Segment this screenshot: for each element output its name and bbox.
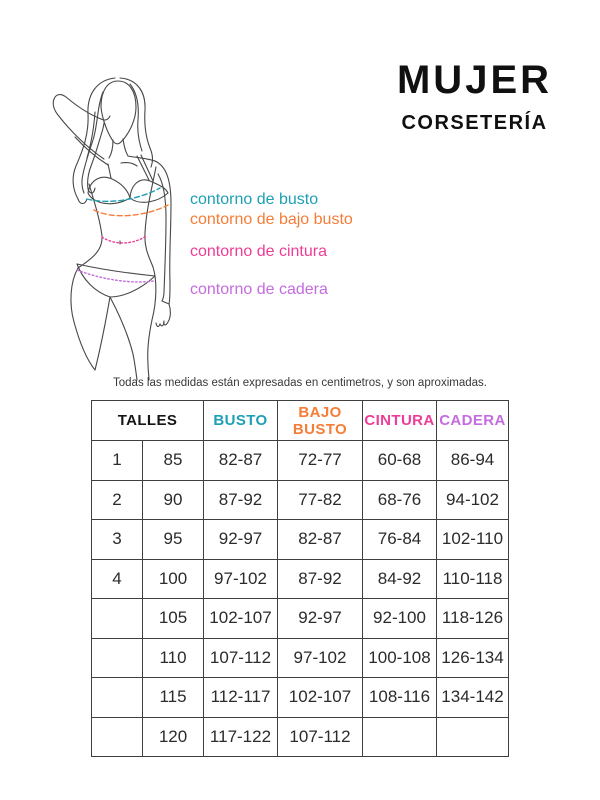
cell-cintura: 108-116 [363,678,437,718]
column-header-busto: BUSTO [204,401,278,441]
page-title: MUJER [396,58,553,102]
table-row [92,638,509,678]
cell-medida: 120 [143,717,204,757]
cell-talle: 3 [92,520,143,560]
cell-bajo-busto: 102-107 [278,678,363,718]
cell-cadera: 110-118 [437,559,509,599]
column-header-cintura: CINTURA [363,401,437,441]
cell-talle [92,638,143,678]
label-contorno-busto: contorno de busto [190,191,319,208]
underbust-measure-line [94,205,168,216]
cell-busto: 112-117 [204,678,278,718]
cell-cintura: 100-108 [363,638,437,678]
cell-talle: 4 [92,559,143,599]
cell-cintura: 60-68 [363,441,437,481]
cell-talle [92,717,143,757]
legs [71,267,156,380]
cell-bajo-busto: 82-87 [278,520,363,560]
cell-medida: 110 [143,638,204,678]
cell-busto: 82-87 [204,441,278,481]
cell-cadera: 94-102 [437,480,509,520]
table-row [92,717,509,757]
table-row [92,559,509,599]
header-row [92,401,509,441]
cell-talle: 1 [92,441,143,481]
cell-cintura: 84-92 [363,559,437,599]
cell-busto: 102-107 [204,599,278,639]
table-row [92,678,509,718]
table-row [92,520,509,560]
waist-measure-line [102,236,146,243]
cell-medida: 85 [143,441,204,481]
cell-bajo-busto: 97-102 [278,638,363,678]
cell-cadera: 86-94 [437,441,509,481]
column-header-talles: TALLES [92,401,204,441]
cell-bajo-busto: 107-112 [278,717,363,757]
face [101,81,136,144]
cell-talle [92,678,143,718]
cell-busto: 87-92 [204,480,278,520]
cell-cintura: 68-76 [363,480,437,520]
hanging-arm [156,162,171,327]
column-header-bajo-busto: BAJO BUSTO [278,401,363,441]
cell-bajo-busto: 87-92 [278,559,363,599]
line-art [53,78,171,380]
hip-measure-line [77,270,154,282]
label-contorno-cadera: contorno de cadera [190,281,328,298]
cell-medida: 115 [143,678,204,718]
cell-cadera: 134-142 [437,678,509,718]
size-table-header [92,401,509,441]
cell-busto: 117-122 [204,717,278,757]
cell-cintura [363,717,437,757]
cell-cintura: 92-100 [363,599,437,639]
title-block [372,60,577,133]
page-subtitle: CORSETERÍA [401,112,548,134]
table-row [92,599,509,639]
column-header-cadera: CADERA [437,401,509,441]
cell-bajo-busto: 77-82 [278,480,363,520]
table-row [92,441,509,481]
label-contorno-cintura: contorno de cintura [190,243,327,260]
table-row [92,480,509,520]
cell-cadera [437,717,509,757]
cell-busto: 97-102 [204,559,278,599]
cell-busto: 107-112 [204,638,278,678]
size-table [91,400,509,757]
cell-talle: 2 [92,480,143,520]
cell-talle [92,599,143,639]
cell-cadera: 102-110 [437,520,509,560]
cell-bajo-busto: 92-97 [278,599,363,639]
cell-bajo-busto: 72-77 [278,441,363,481]
cell-busto: 92-97 [204,520,278,560]
cell-cadera: 126-134 [437,638,509,678]
cell-medida: 95 [143,520,204,560]
measurements-note: Todas las medidas están expresadas en centimetros, y son aproximadas. [113,377,487,389]
cell-medida: 90 [143,480,204,520]
label-contorno-bajo-busto: contorno de bajo busto [190,211,353,228]
size-table-body [92,441,509,757]
cell-medida: 100 [143,559,204,599]
cell-medida: 105 [143,599,204,639]
cell-cadera: 118-126 [437,599,509,639]
cell-cintura: 76-84 [363,520,437,560]
